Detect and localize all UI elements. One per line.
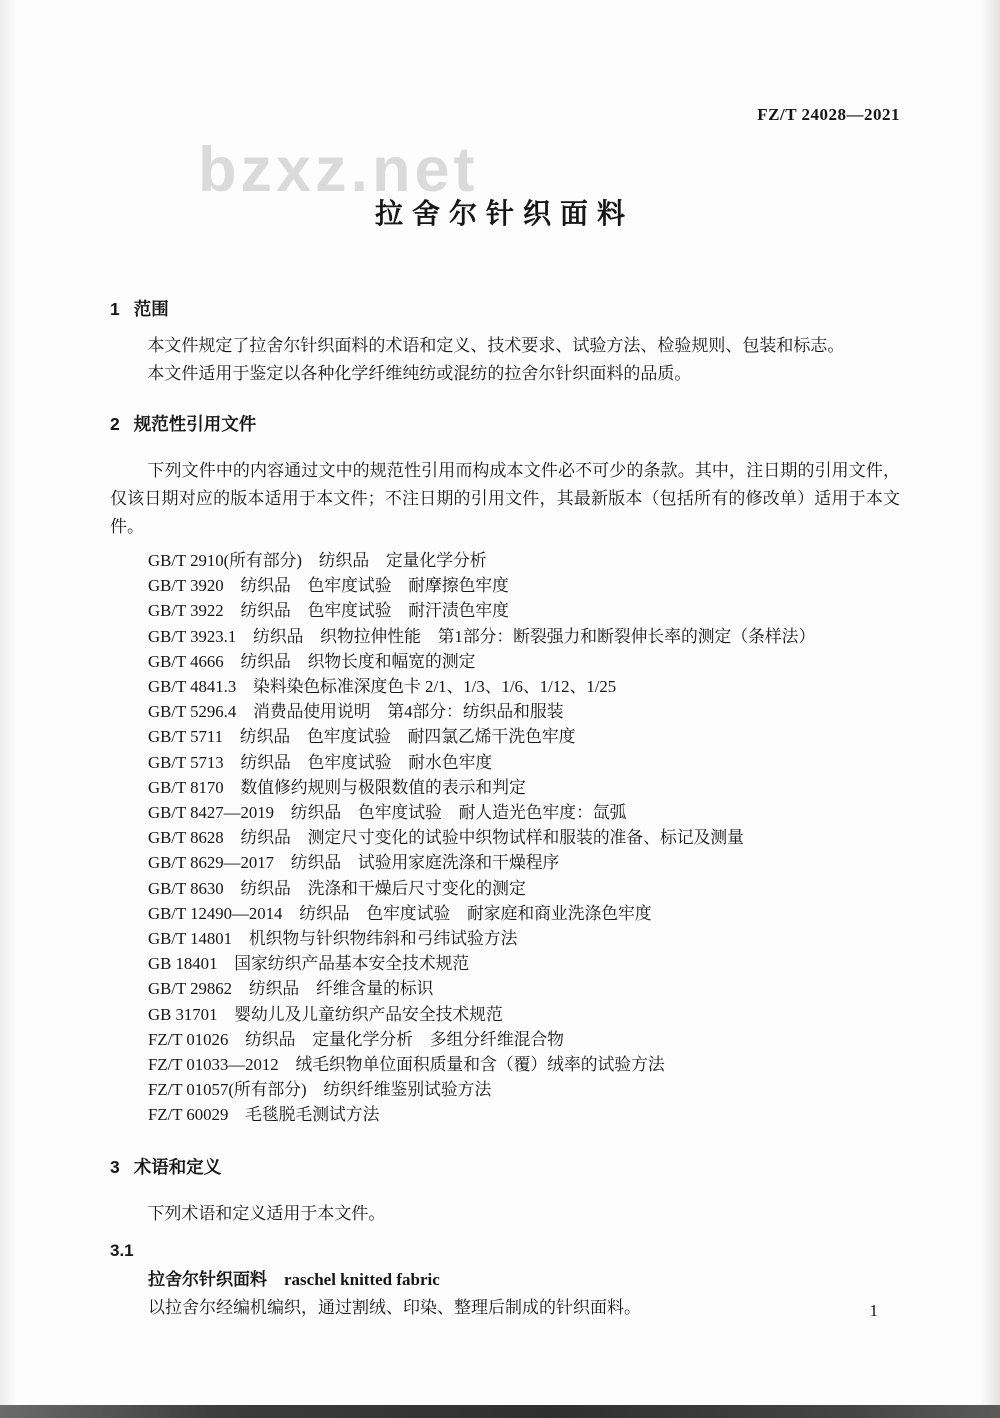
reference-item: GB/T 12490—2014 纺织品 色牢度试验 耐家庭和商业洗涤色牢度: [148, 903, 652, 923]
section-2-number: 2: [110, 414, 120, 434]
reference-item: GB/T 4841.3 染料染色标准深度色卡 2/1、1/3、1/6、1/12、1/25: [148, 677, 617, 697]
document-title: 拉舍尔针织面料: [374, 198, 634, 229]
reference-item: GB/T 5296.4 消费品使用说明 第4部分：纺织品和服装: [148, 702, 564, 722]
page-number: 1: [869, 1301, 878, 1320]
section-1-heading: [110, 297, 900, 321]
section-2-title: 规范性引用文件: [133, 414, 257, 434]
term-number: 3.1: [110, 1240, 134, 1260]
standard-number: FZ/T 24028—2021: [757, 105, 900, 124]
terms-intro: 下列术语和定义适用于本文件。: [147, 1203, 386, 1223]
section-1-title: 范围: [133, 299, 169, 319]
scan-bottom-bar: [0, 1405, 1000, 1418]
reference-item: FZ/T 01057(所有部分) 纺织纤维鉴别试验方法: [148, 1080, 492, 1100]
reference-item: GB/T 14801 机织物与针织物纬斜和弓纬试验方法: [148, 929, 518, 949]
reference-item: GB/T 5713 纺织品 色牢度试验 耐水色牢度: [148, 752, 493, 772]
scope-paragraph-1: 本文件规定了拉舍尔针织面料的术语和定义、技术要求、试验方法、检验规则、包装和标志。: [147, 336, 845, 355]
reference-item: GB/T 8628 纺织品 测定尺寸变化的试验中织物试样和服装的准备、标记及测量: [148, 828, 744, 848]
reference-item: GB/T 8170 数值修约规则与极限数值的表示和判定: [148, 777, 526, 797]
reference-item: FZ/T 60029 毛毯脱毛测试方法: [148, 1105, 380, 1125]
reference-item: GB/T 4666 纺织品 织物长度和幅宽的测定: [148, 651, 476, 671]
reference-item: GB/T 29862 纺织品 纤维含量的标识: [148, 979, 434, 999]
reference-item: GB/T 3920 纺织品 色牢度试验 耐摩擦色牢度: [148, 576, 509, 596]
reference-item: GB/T 3922 纺织品 色牢度试验 耐汗渍色牢度: [148, 601, 509, 621]
normative-references-intro: 下列文件中的内容通过文中的规范性引用而构成本文件必不可少的条款。其中，注日期的引用文件，仅该日期对应的版本适用于本文件；不注日期的引用文件，其最新版本（包括所有的修改单）适用于本文件。: [110, 461, 900, 536]
reference-item: GB/T 8629—2017 纺织品 试验用家庭洗涤和干燥程序: [148, 853, 560, 873]
term-english: raschel knitted fabric: [284, 1269, 440, 1289]
reference-item: GB 18401 国家纺织产品基本安全技术规范: [148, 954, 470, 974]
reference-item: GB/T 8630 纺织品 洗涤和干燥后尺寸变化的测定: [148, 878, 526, 898]
reference-item: GB/T 2910(所有部分) 纺织品 定量化学分析: [148, 551, 487, 570]
references-list: [110, 548, 900, 1128]
term-chinese: 拉舍尔针织面料: [148, 1269, 267, 1289]
section-3-title: 术语和定义: [133, 1156, 222, 1177]
reference-item: FZ/T 01026 纺织品 定量化学分析 多组分纤维混合物: [148, 1029, 564, 1049]
section-3-heading: [110, 1155, 900, 1179]
term-entry: [110, 1266, 900, 1294]
scope-paragraph-2: 本文件适用于鉴定以各种化学纤维纯纺或混纺的拉舍尔针织面料的品质。: [147, 364, 692, 383]
watermark-text: bzxz.net: [198, 135, 479, 205]
reference-item: GB/T 8427—2019 纺织品 色牢度试验 耐人造光色牢度：氙弧: [148, 803, 627, 823]
section-1-number: 1: [110, 299, 120, 319]
reference-item: GB/T 3923.1 纺织品 织物拉伸性能 第1部分：断裂强力和断裂伸长率的测定（条样法）: [148, 626, 816, 646]
section-2-heading: [110, 412, 900, 436]
section-3-number: 3: [110, 1156, 120, 1177]
term-definition: 以拉舍尔经编机编织，通过割绒、印染、整理后制成的针织面料。: [148, 1297, 641, 1317]
reference-item: GB/T 5711 纺织品 色牢度试验 耐四氯乙烯干洗色牢度: [148, 727, 576, 747]
reference-item: FZ/T 01033—2012 绒毛织物单位面积质量和含（覆）绒率的试验方法: [148, 1055, 665, 1075]
document-body: [110, 0, 900, 1322]
reference-item: GB 31701 婴幼儿及儿童纺织产品安全技术规范: [148, 1004, 503, 1024]
